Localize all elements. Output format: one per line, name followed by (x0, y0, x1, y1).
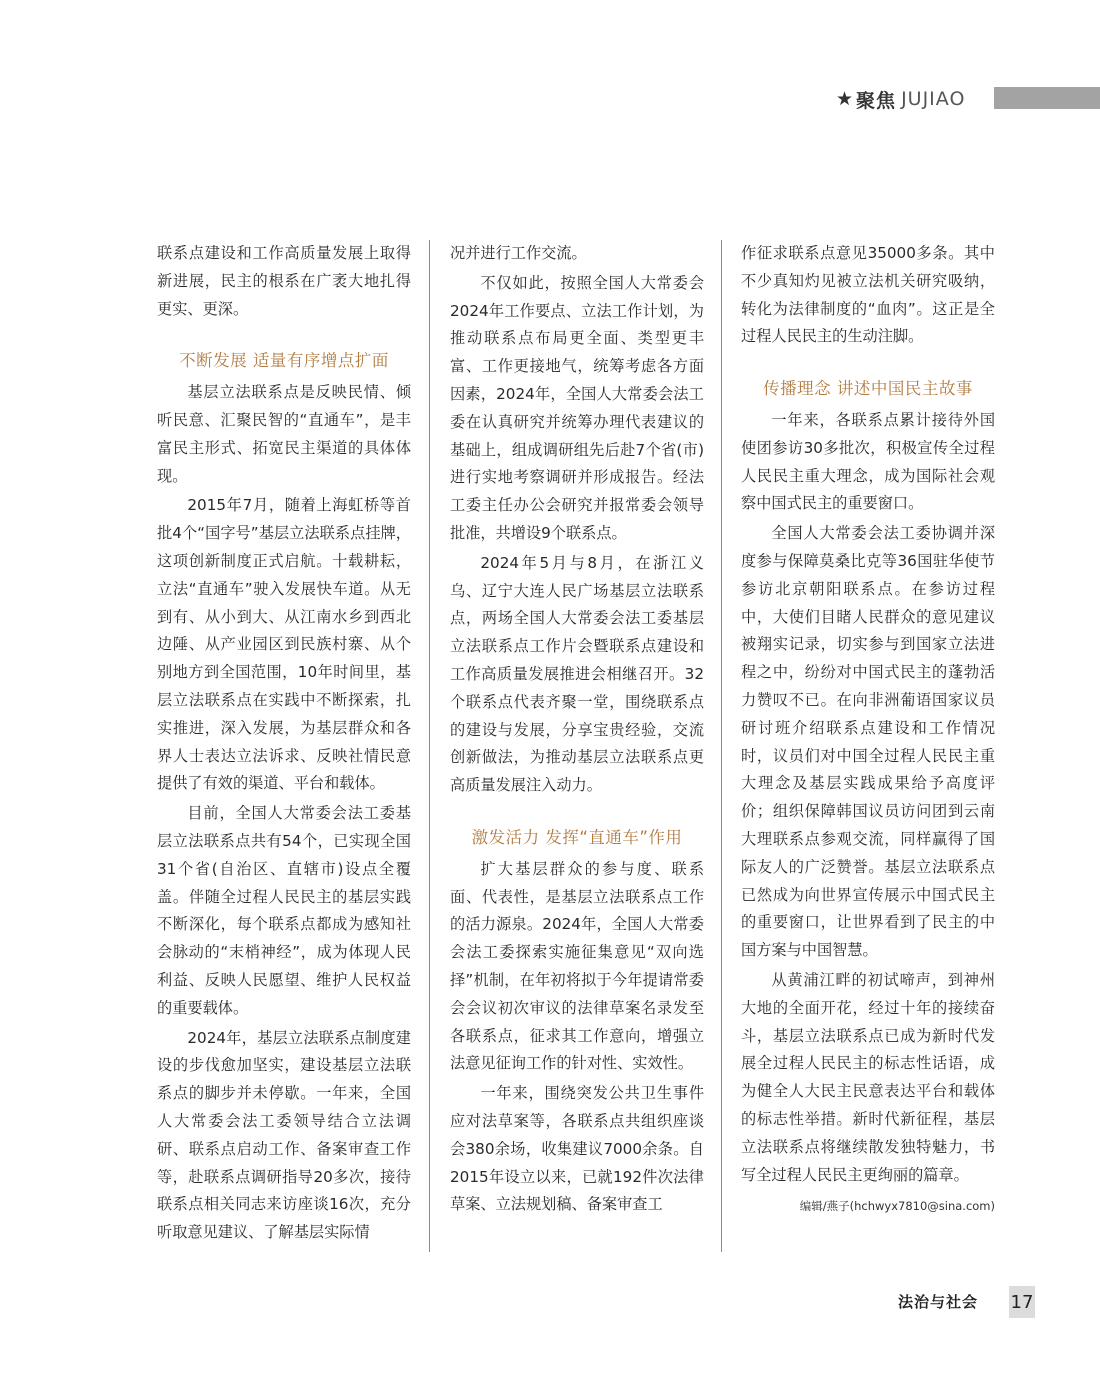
paragraph: 作征求联系点意见35000多条。其中不少真知灼见被立法机关研究吸纳，转化为法律制度的“血肉”。这正是全过程人民民主的生动注脚。 (741, 244, 995, 346)
paragraph: 2024年，基层立法联系点制度建设的步伐愈加坚实，建设基层立法联系点的脚步并未停歇。一年来，全国人大常委会法工委领导结合立法调研、联系点启动工作、备案审查工作等，赴联系点调研指导20多次，接待联系点相关同志来访座谈16次，充分听取意见建议、了解基层实际情 (157, 1028, 411, 1242)
paragraph: 况并进行工作交流。 (450, 244, 587, 262)
editor-credit: 编辑/燕子(hchwyx7810@sina.com) (799, 1199, 995, 1214)
column-divider (721, 240, 722, 1252)
column-2 (450, 240, 704, 1221)
star-icon: ★ (836, 88, 854, 110)
section-title-cn: 聚焦 (856, 89, 897, 112)
paragraph: 从黄浦江畔的初试啼声，到神州大地的全面开花，经过十年的接续奋斗，基层立法联系点已成为新时代发展全过程人民民主的标志性话语，成为健全人大民主民意表达平台和载体的标志性举措。新时代新征程，基层立法联系点将继续散发独特魅力，书写全过程人民民主更绚丽的篇章。 (741, 970, 995, 1184)
paragraph: 一年来，各联系点累计接待外国使团参访30多批次，积极宣传全过程人民民主重大理念，成为国际社会观察中国式民主的重要窗口。 (741, 410, 995, 513)
paragraph: 目前，全国人大常委会法工委基层立法联系点共有54个，已实现全国31个省(自治区、直辖市)设点全覆盖。伴随全过程人民民主的基层实践不断深化，每个联系点都成为感知社会脉动的“末梢神经”，成为体现人民利益、反映人民愿望、维护人民权益的重要载体。 (157, 804, 411, 1017)
paragraph: 全国人大常委会法工委协调并深度参与保障莫桑比克等36国驻华使节参访北京朝阳联系点。在参访过程中，大使们目睹人民群众的意见建议被翔实记录，切实参与到国家立法进程之中，纷纷对中国式民主的蓬勃活力赞叹不已。在向非洲葡语国家议员研讨班介绍联系点建设和工作情况时，议员们对中国全过程人民民主重大理念及基层实践成果给予高度评价；组织保障韩国议员访问团到云南大理联系点参观交流，同样赢得了国际友人的广泛赞誉。基层立法联系点已然成为向世界宣传展示中国式民主的重要窗口，让世界看到了民主的中国方案与中国智慧。 (741, 524, 995, 960)
paragraph: 2015年7月，随着上海虹桥等首批4个“国字号”基层立法联系点挂牌，这项创新制度正式启航。十载耕耘，立法“直通车”驶入发展快车道。从无到有、从小到大、从江南水乡到西北边陲、从产业园区到民族村寨、从个别地方到全国范围，10年时间里，基层立法联系点在实践中不断探索，扎实推进，深入发展，为基层群众和各界人士表达立法诉求、反映社情民意提供了有效的渠道、平台和载体。 (157, 496, 411, 793)
section-header (836, 86, 965, 112)
paragraph: 扩大基层群众的参与度、联系面、代表性，是基层立法联系点工作的活力源泉。2024年，全国人大常委会法工委探索实施征集意见“双向选择”机制，在年初将拟于今年提请常委会会议初次审议的法律草案名录发至各联系点，征求其工作意向，增强立法意见征询工作的针对性、实效性。 (450, 859, 704, 1073)
section-title-en: JUJIAO (901, 88, 966, 110)
column-3 (741, 240, 995, 1221)
paragraph: 一年来，围绕突发公共卫生事件应对法草案等，各联系点共组织座谈会380余场，收集建议7000余条。自2015年设立以来，已就192件次法律草案、立法规划稿、备案审查工 (450, 1084, 704, 1214)
page-number: 17 (1009, 1286, 1035, 1318)
subheading: 传播理念 讲述中国民主故事 (763, 379, 973, 399)
paragraph: 基层立法联系点是反映民情、倾听民意、汇聚民智的“直通车”，是丰富民主形式、拓宽民主渠道的具体体现。 (157, 383, 411, 485)
paragraph: 2024年5月与8月，在浙江义乌、辽宁大连人民广场基层立法联系点，两场全国人大常委会法工委基层立法联系点工作片会暨联系点建设和工作高质量发展推进会相继召开。32个联系点代表齐聚一堂，围绕联系点的建设与发展，分享宝贵经验，交流创新做法，为推动基层立法联系点更高质量发展注入动力。 (450, 553, 704, 795)
subheading: 不断发展 适量有序增点扩面 (179, 351, 389, 371)
header-bar-decoration (994, 87, 1100, 109)
column-divider (429, 240, 430, 1252)
paragraph: 联系点建设和工作高质量发展上取得新进展，民主的根系在广袤大地扎得更实、更深。 (157, 244, 411, 318)
subheading: 激发活力 发挥“直通车”作用 (471, 827, 683, 847)
paragraph: 不仅如此，按照全国人大常委会2024年工作要点、立法工作计划，为推动联系点布局更全面、类型更丰富、工作更接地气，统筹考虑各方面因素，2024年，全国人大常委会法工委在认真研究并统筹办理代表建议的基础上，组成调研组先后赴7个省(市)进行实地考察调研并形成报告。经法工委主任办公会研究并报常委会领导批准，共增设9个联系点。 (450, 273, 704, 542)
magazine-title: 法治与社会 (898, 1293, 979, 1311)
column-1 (157, 240, 411, 1249)
